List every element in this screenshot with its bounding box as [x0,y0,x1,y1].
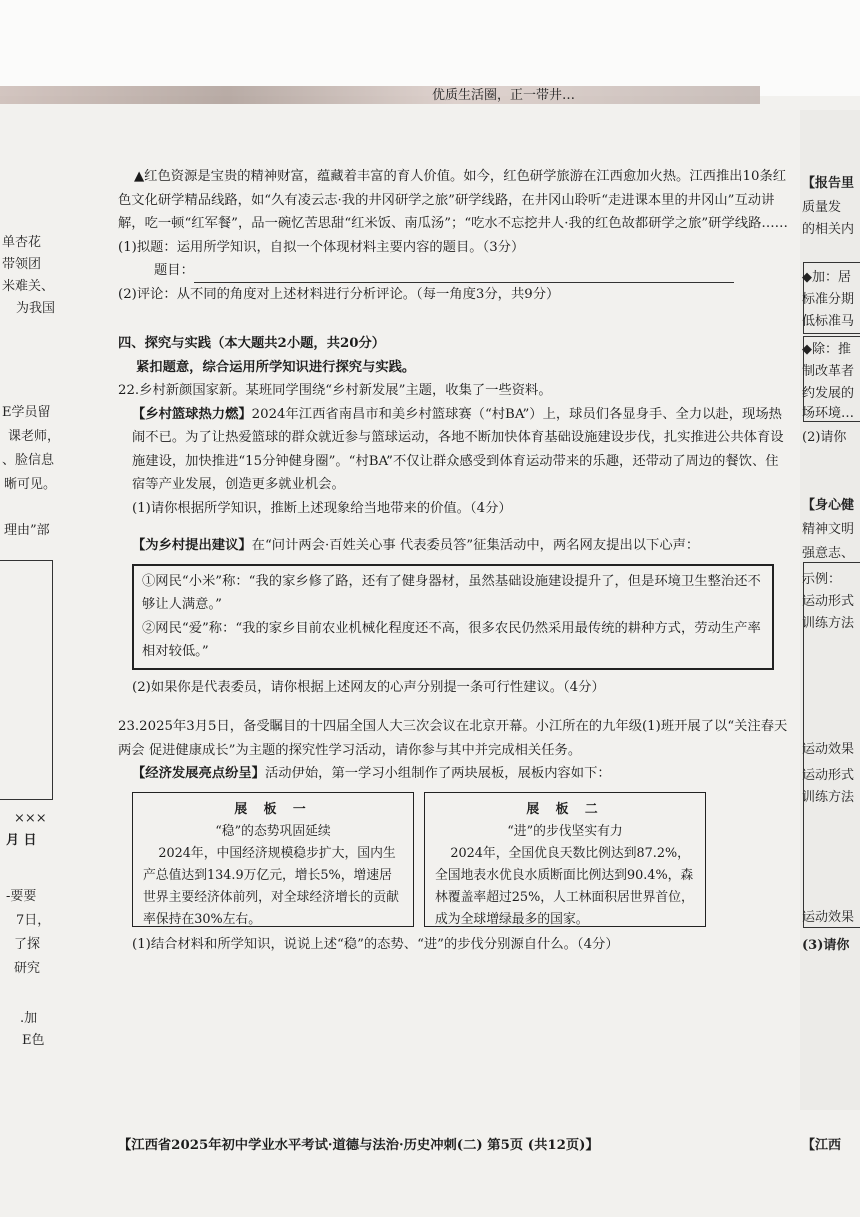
board-2-text: 2024年，全国优良天数比例达到87.2%，全国地表水优良水质断面比例达到90.4%，森林覆盖率超过25%，人工林面积居世界首位，成为全球增绿最多的国家。 [435,845,694,927]
left-fragment: ××× [14,811,47,826]
title-input-line[interactable] [194,268,734,283]
left-fragment: 月 日 [6,833,37,848]
left-fragment: 、脸信息 [2,453,55,468]
netizen-voices-box [132,564,774,670]
right-fragment: 制改革者 [802,364,855,379]
right-fragment: 示例： [802,572,842,587]
left-fragment: 为我国 [16,301,56,316]
right-fragment: 精神文明 [802,522,855,537]
question-22-intro: 22.乡村新颜国家新。某班同学围绕“乡村新发展”主题，收集了一些资料。 [118,383,552,398]
q22-material-1 [118,403,790,497]
board-2-title: 展 板 二 [526,801,604,817]
q23-para: 活动伊始，第一学习小组制作了两块展板，展板内容如下： [264,766,611,781]
right-fragment: 运动效果 [802,910,855,925]
right-fragment: 【身心健 [802,498,855,513]
right-fragment: 训练方法 [802,790,855,805]
right-fragment: 质量发 [802,200,842,215]
left-fragment: 晰可见。 [4,477,57,492]
left-fragment: E色 [22,1033,45,1048]
right-fragment: ◆加：居 [802,270,851,285]
board-1-subtitle: “稳”的态势巩固延续 [215,823,331,839]
top-strip [0,0,860,96]
left-fragment: .加 [20,1011,38,1026]
right-fragment: 运动形式 [802,768,855,783]
title-answer-line [118,259,790,283]
display-boards [132,792,790,927]
left-fragment: 带领团 [2,257,42,272]
previous-page-edge [0,86,760,104]
q23-material [118,762,790,786]
question-23-intro: 23.2025年3月5日，备受瞩目的十四届全国人大三次会议在北京开幕。小江所在的九年级(1)班开展了以“关注春天两会 促进健康成长”为主题的探究性学习活动，请你参与其中并完成相关任务。 [118,719,788,758]
left-fragment: 米难关、 [2,279,55,294]
right-fragment: 运动效果 [802,742,855,757]
q22-material-2 [118,534,790,558]
right-fragment: (2)请你 [802,430,847,445]
right-fragment: 标准分期 [802,292,855,307]
left-fragment: -要要 [6,889,37,904]
material-paragraph: ▲红色资源是宝贵的精神财富，蕴藏着丰富的育人价值。如今，红色研学旅游在江西愈加火热。江西推出10条红色文化研学精品线路，如“久有凌云志·我的井冈研学之旅”研学线路，在井冈山聆听“走进课本里的井冈山”互动讲解，吃一顿“红军餐”，品一碗忆苦思甜“红米饭、南瓜汤”；“吃水不忘挖井人·我的红色故都研学之旅”研学线路…… [118,169,788,231]
right-fragment: 强意志、 [802,546,855,561]
right-fragment: 运动形式 [802,594,855,609]
question-2: (2)评论：从不同的角度对上述材料进行分析评论。（每一角度3分，共9分） [118,286,560,302]
left-fragment: 单杏花 [2,235,42,250]
display-board-1 [132,792,414,927]
left-fragment: 课老师， [8,429,61,444]
left-fragment: E学员留 [2,405,51,420]
q22-tag-2: 【为乡村提出建议】 [132,538,252,553]
q22-sub-2: (2)如果你是代表委员，请你根据上述网友的心声分别提一条可行性建议。（4分） [132,679,605,695]
page-footer: 【江西省2025年初中学业水平考试·道德与法治·历史冲刺(二) 第5页 (共12页)】 [118,1138,599,1153]
title-label: 题目： [154,263,194,278]
board-1-text: 2024年，中国经济规模稳步扩大，国内生产总值达到134.9万亿元，增长5%，增速居世界主要经济体前列，对全球经济增长的贡献率保持在30%左右。 [143,845,399,927]
right-fragment: 低标准马 [802,314,855,329]
right-fragment: 训练方法 [802,616,855,631]
section-title: 四、探究与实践（本大题共2小题，共20分） [118,336,386,351]
main-page [118,165,790,956]
left-fragment: 了探 [14,937,41,952]
netizen-voice-1: ①网民“小米”称：“我的家乡修了路，还有了健身器材，虽然基础设施建设提升了，但是环境卫生整治还不够让人满意。” [142,573,761,612]
left-answer-box [0,560,53,800]
right-fragment: (3)请你 [802,938,850,953]
right-fragment: 【报告里 [802,176,855,191]
question-1: (1)拟题：运用所学知识，自拟一个体现材料主要内容的题目。（3分） [118,239,525,255]
display-board-2 [424,792,706,927]
q22-para-2: 在“问计两会·百姓关心事 代表委员答”征集活动中，两名网友提出以下心声： [251,538,700,553]
netizen-voice-2: ②网民“爱”称：“我的家乡目前农业机械化程度还不高，很多农民仍然采用最传统的耕种方式，劳动生产率相对较低。” [142,620,761,659]
section-4 [118,332,790,379]
left-fragment: 研究 [14,961,41,976]
right-fragment: 【江西 [802,1138,842,1153]
board-2-subtitle: “进”的步伐坚实有力 [507,823,623,839]
top-fragment: 优质生活圈，正一带井… [432,88,576,103]
q22-para-1: 2024年江西省南昌市和美乡村篮球赛（“村BA”）上，球员们各显身手、全力以赴，现场热闹不已。为了让热爱篮球的群众就近参与篮球运动，各地不断加快体育基础设施建设步伐，扎实推进公共体育设施建设，加快推进“15分钟健身圈”。“村BA”不仅让群众感受到体育运动带来的乐趣，还带动了周边的餐饮、住宿等产业发展，创造更多就业机会。 [132,406,784,492]
board-1-title: 展 板 一 [234,801,312,817]
right-fragment: 约发展的 [802,386,855,401]
section-subtitle: 紧扣题意，综合运用所学知识进行探究与实践。 [136,359,416,375]
right-fragment: ◆除：推 [802,342,851,357]
right-fragment: 的相关内 [802,222,855,237]
left-fragment: 7日， [16,913,51,928]
right-fragment: 场环境… [802,406,855,421]
left-fragment: 理由”部 [4,523,50,538]
q22-sub-1: (1)请你根据所学知识，推断上述现象给当地带来的价值。（4分） [132,500,512,516]
q23-sub-1: (1)结合材料和所学知识，说说上述“稳”的态势、“进”的步伐分别源自什么。（4分） [132,936,619,952]
q22-tag-1: 【乡村篮球热力燃】 [132,406,252,422]
q23-tag: 【经济发展亮点纷呈】 [132,766,265,781]
